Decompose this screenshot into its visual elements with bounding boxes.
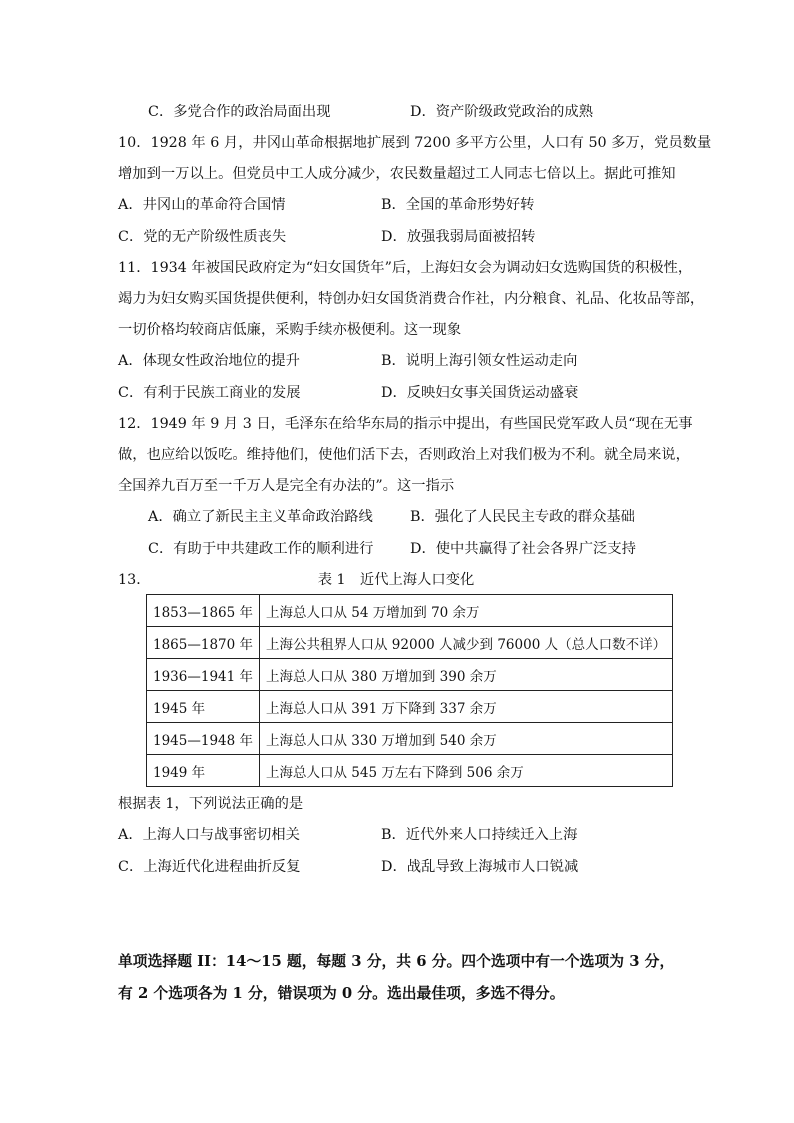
table-cell-desc: 上海公共租界人口从 92000 人减少到 76000 人（总人口数不详） (260, 627, 673, 659)
q13-option-d: D．战乱导致上海城市人口锐减 (381, 859, 579, 875)
q11-option-d: D．反映妇女事关国货运动盛衰 (381, 385, 579, 401)
q11-stem-line-1: 11．1934 年被国民政府定为“妇女国货年”后，上海妇女会为调动妇女选购国货的积极性， (118, 260, 693, 276)
q11-stem-line-2: 竭力为妇女购买国货提供便利，特创办妇女国货消费合作社，内分粮食、礼品、化妆品等部， (118, 291, 705, 307)
table-row (147, 723, 673, 755)
q9-option-c: C．多党合作的政治局面出现 (148, 104, 331, 120)
table-cell-period: 1936—1941 年 (147, 659, 260, 691)
q13-option-c: C．上海近代化进程曲折反复 (118, 859, 301, 875)
table-row (147, 595, 673, 627)
q9-option-d: D．资产阶级政党政治的成熟 (410, 104, 594, 120)
table-cell-desc: 上海总人口从 380 万增加到 390 余万 (260, 659, 673, 691)
q10-option-a: A．井冈山的革命符合国情 (118, 197, 286, 213)
q12-option-b: B．强化了人民民主专政的群众基础 (410, 509, 635, 525)
population-table (146, 594, 673, 787)
q10-option-c: C．党的无产阶级性质丧失 (118, 229, 287, 245)
section-2-heading-line-1: 单项选择题 II：14～15 题，每题 3 分，共 6 分。四个选项中有一个选项为 3 分， (118, 953, 675, 970)
table-cell-period: 1945—1948 年 (147, 723, 260, 755)
q12-option-c: C．有助于中共建政工作的顺利进行 (148, 541, 374, 557)
section-2-heading-line-2: 有 2 个选项各为 1 分，错误项为 0 分。选出最佳项，多选不得分。 (118, 985, 565, 1002)
table-cell-period: 1945 年 (147, 691, 260, 723)
table-row (147, 691, 673, 723)
table-title: 表 1 近代上海人口变化 (317, 572, 475, 588)
q12-option-d: D．使中共赢得了社会各界广泛支持 (410, 541, 636, 557)
q13-option-a: A．上海人口与战事密切相关 (118, 827, 300, 843)
table-cell-desc: 上海总人口从 391 万下降到 337 余万 (260, 691, 673, 723)
table-row (147, 755, 673, 787)
table-cell-period: 1949 年 (147, 755, 260, 787)
q12-stem-line-2: 做，也应给以饭吃。维持他们，使他们活下去，否则政治上对我们极为不利。就全局来说， (118, 447, 690, 463)
q13-question: 根据表 1，下列说法正确的是 (118, 796, 304, 812)
table-cell-desc: 上海总人口从 545 万左右下降到 506 余万 (260, 755, 673, 787)
q10-stem-line-2: 增加到一万以上。但党员中工人成分减少，农民数量超过工人同志七倍以上。据此可推知 (118, 166, 676, 182)
q13-number: 13． (118, 572, 151, 588)
q12-stem-line-3: 全国养九百万至一千万人是完全有办法的”。这一指示 (118, 478, 455, 494)
table-row (147, 627, 673, 659)
q11-option-c: C．有利于民族工商业的发展 (118, 385, 301, 401)
q13-option-b: B．近代外来人口持续迁入上海 (381, 827, 578, 843)
table-cell-desc: 上海总人口从 54 万增加到 70 余万 (260, 595, 673, 627)
q10-stem-line-1: 10．1928 年 6 月，井冈山革命根据地扩展到 7200 多平方公里，人口有 50 多万，党员数量 (118, 135, 712, 151)
table-cell-desc: 上海总人口从 330 万增加到 540 余万 (260, 723, 673, 755)
q10-option-d: D．放强我弱局面被招转 (381, 229, 536, 245)
q11-option-a: A．体现女性政治地位的提升 (118, 353, 300, 369)
q10-option-b: B．全国的革命形势好转 (381, 197, 535, 213)
table-row (147, 659, 673, 691)
q12-option-a: A．确立了新民主主义革命政治路线 (148, 509, 373, 525)
q11-stem-line-3: 一切价格均较商店低廉，采购手续亦极便利。这一现象 (118, 322, 462, 338)
table-cell-period: 1865—1870 年 (147, 627, 260, 659)
q12-stem-line-1: 12．1949 年 9 月 3 日，毛泽东在给华东局的指示中提出，有些国民党军政人员“现在无事 (118, 416, 693, 432)
table-cell-period: 1853—1865 年 (147, 595, 260, 627)
q11-option-b: B．说明上海引领女性运动走向 (381, 353, 578, 369)
